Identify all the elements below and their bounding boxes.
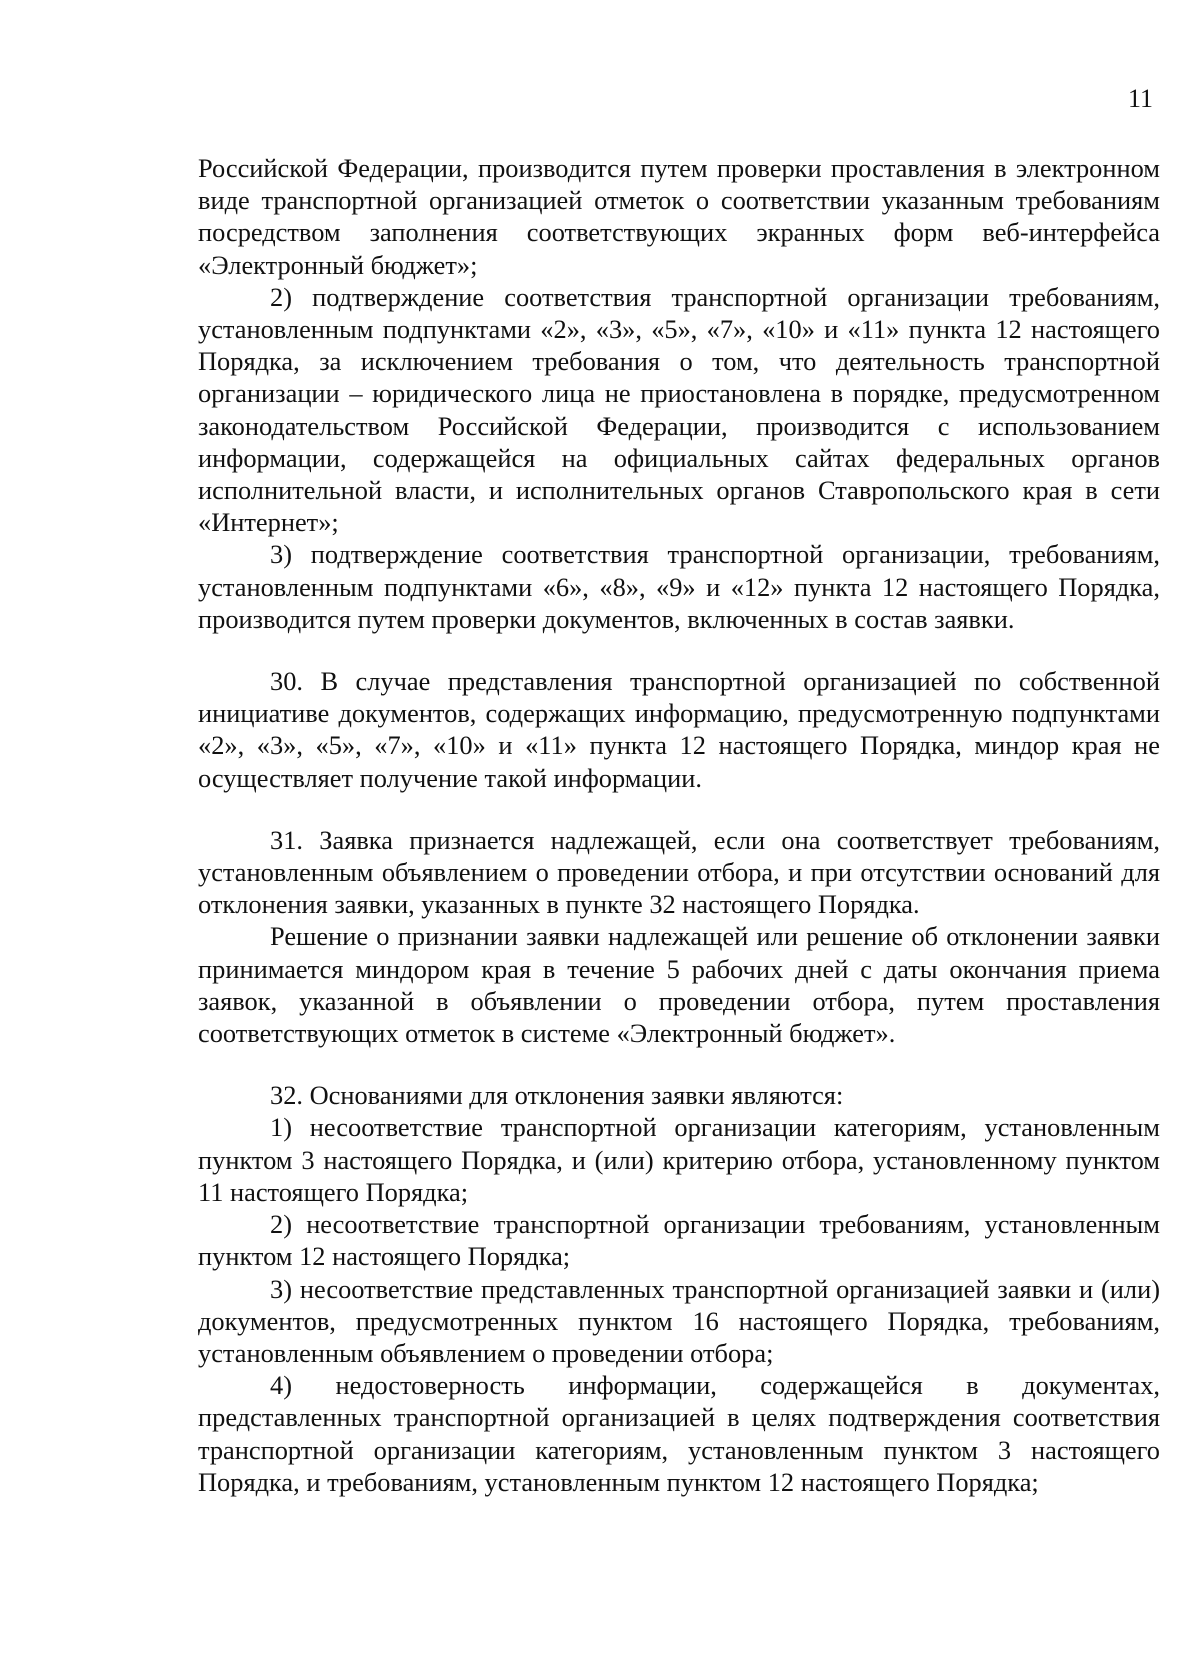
paragraph-31-decision: Решение о признании заявки надлежащей или решение об отклонении заявки принимается миндором края в течение 5 рабочих дней с даты окончания приема заявок, указанной в объявлении о проведении отбора, путем проставления соответствующих отметок в системе «Электронный бюджет». xyxy=(198,921,1160,1049)
document-body xyxy=(198,152,1160,1498)
page-number: 11 xyxy=(1128,84,1154,113)
paragraph-continuation: Российской Федерации, производится путем проверки проставления в электронном виде транспортной организацией отметок о соответствии указанным требованиям посредством заполнения соответствующих экранных форм веб-интерфейса «Электронный бюджет»; xyxy=(198,153,1160,280)
paragraph-item-3: 3) подтверждение соответствия транспортной организации, требованиям, установленным подпунктами «6», «8», «9» и «12» пункта 12 настоящего Порядка, производится путем проверки документов, включенных в состав заявки. xyxy=(198,539,1160,634)
paragraph-32-item-3: 3) несоответствие представленных транспортной организацией заявки и (или) документов, предусмотренных пунктом 16 настоящего Порядка, требованиям, установленным объявлением о проведении отбора; xyxy=(198,1273,1160,1368)
paragraph-32-item-1: 1) несоответствие транспортной организации категориям, установленным пунктом 3 настоящего Порядка, и (или) критерию отбора, установленному пунктом 11 настоящего Порядка; xyxy=(198,1112,1160,1207)
paragraph-32-item-2: 2) несоответствие транспортной организации требованиям, установленным пунктом 12 настоящего Порядка; xyxy=(198,1209,1160,1272)
paragraph-32-item-4: 4) недостоверность информации, содержащейся в документах, представленных транспортной организацией в целях подтверждения соответствия транспортной организации категориям, установленным пунктом 3 настоящего Порядка, и требованиям, установленным пунктом 12 настоящего Порядка; xyxy=(198,1370,1160,1497)
paragraph-32: 32. Основаниями для отклонения заявки являются: xyxy=(270,1080,844,1111)
paragraph-31: 31. Заявка признается надлежащей, если она соответствует требованиям, установленным объявлением о проведении отбора, и при отсутствии оснований для отклонения заявки, указанных в пункте 32 настоящего Порядка. xyxy=(198,824,1160,920)
paragraph-30: 30. В случае представления транспортной организацией по собственной инициативе документов, содержащих информацию, предусмотренную подпунктами «2», «3», «5», «7», «10» и «11» пункта 12 настоящего Порядка, миндор края не осуществляет получение такой информации. xyxy=(198,666,1160,793)
paragraph-item-2: 2) подтверждение соответствия транспортной организации требованиям, установленным подпунктами «2», «3», «5», «7», «10» и «11» пункта 12 настоящего Порядка, за исключением требования о том, что деятельность транспортной организации – юридического лица не приостановлена в порядке, предусмотренном законодательством Российской Федерации, производится с использованием информации, содержащейся на официальных сайтах федеральных органов исполнительной власти, и исполнительных органов Ставропольского края в сети «Интернет»; xyxy=(198,281,1160,538)
